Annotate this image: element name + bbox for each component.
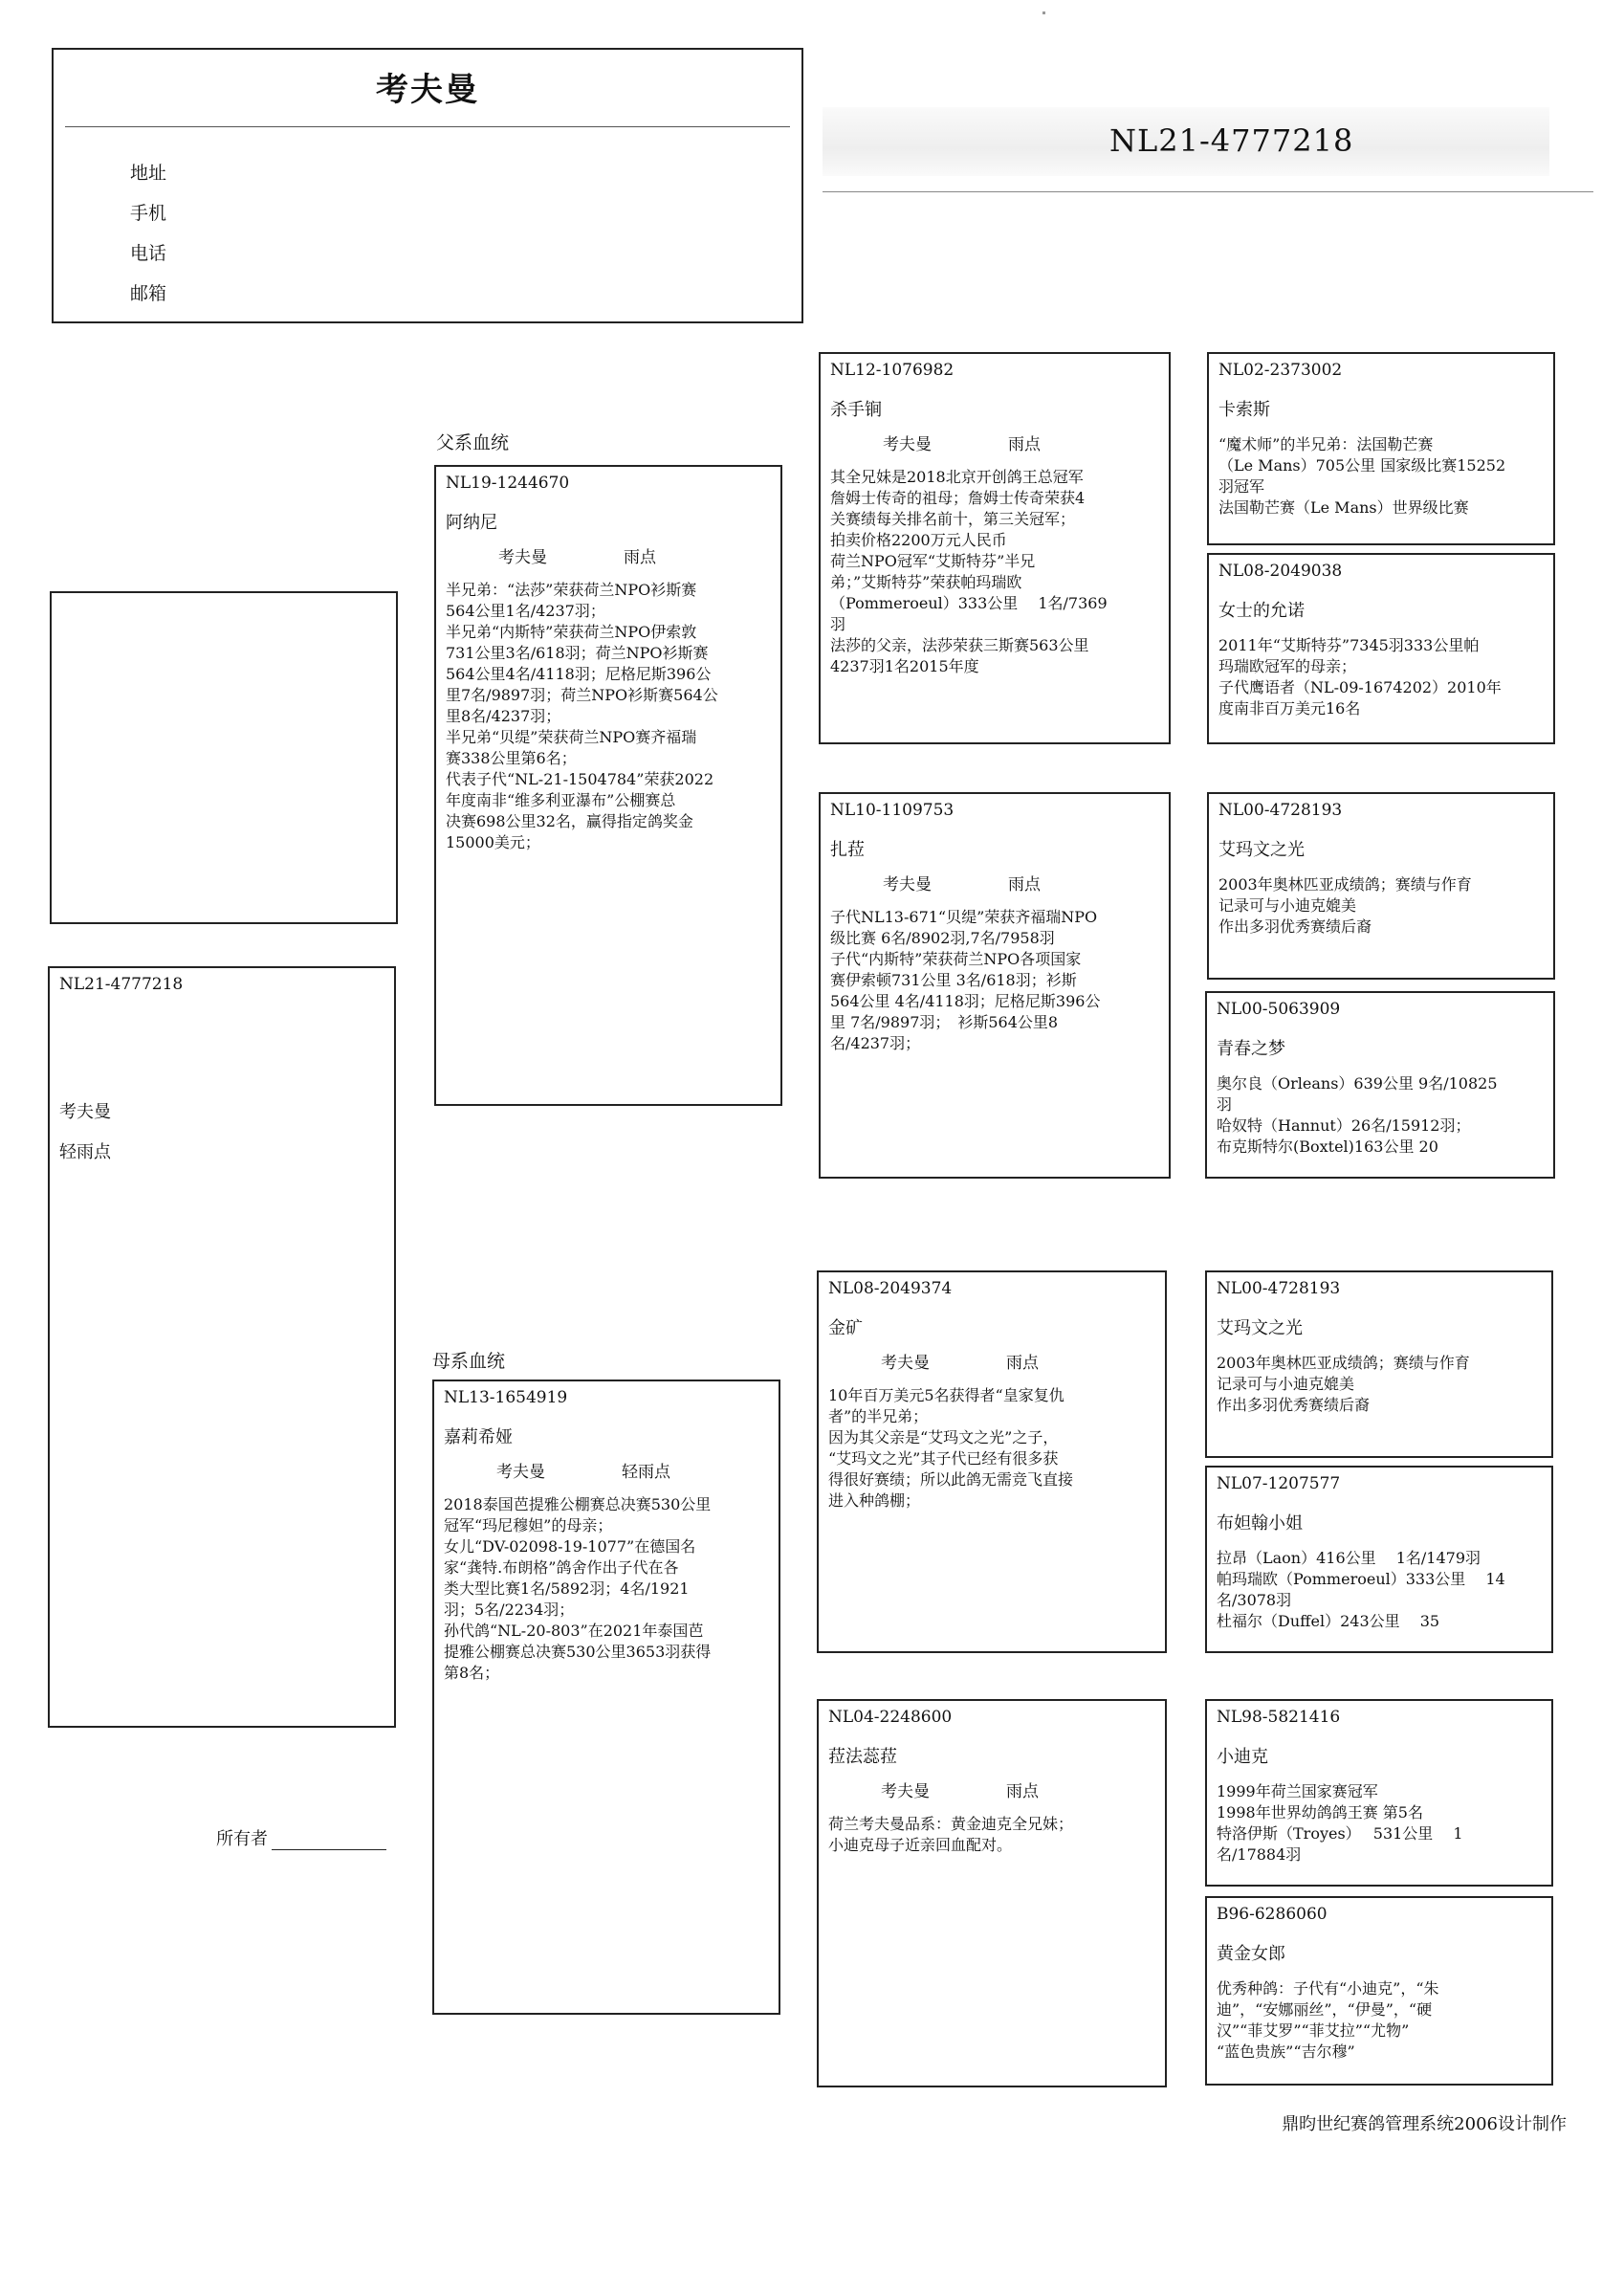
dam-breeder: 考夫曼 bbox=[496, 1463, 545, 1482]
owner-field bbox=[216, 1825, 386, 1850]
sire-notes: 半兄弟：“法莎”荣获荷兰NPO衫斯赛 564公里1名/4237羽； 半兄弟“内斯特”荣获荷兰NPO伊索敦 731公里3名/618羽；荷兰NPO衫斯赛 564公里4名/4118羽；尼格尼斯396公 里7名/9897羽；荷兰NPO衫斯赛564公 里8名/4237羽； 半兄弟“贝缇”荣获荷兰NPO赛齐福瑞 赛338公里第6名； 代表子代“NL-21-1504784”荣获2022 年度南非“维多利亚瀑布”公棚赛总 决赛698公里32名，赢得指定鸽奖金 15000美元； bbox=[446, 581, 718, 851]
subject-color: 轻雨点 bbox=[59, 1142, 111, 1162]
sds-notes: 2003年奥林匹亚成绩鸽；赛绩与作育 记录可与小迪克媲美 作出多羽优秀赛绩后裔 bbox=[1218, 875, 1472, 936]
dam-dam-breeder: 考夫曼 bbox=[881, 1782, 930, 1801]
dss-card bbox=[1205, 1270, 1553, 1458]
ddd-notes: 优秀种鸽：子代有“小迪克”，“朱 迪”，“安娜丽丝”，“伊曼”，“硬 汉”“菲艾罗”“菲艾拉”“尤物” “蓝色贵族”“吉尔穆” bbox=[1217, 1979, 1439, 2061]
dam-color: 轻雨点 bbox=[622, 1463, 670, 1482]
photo-box bbox=[50, 591, 398, 924]
loft-title: 考夫曼 bbox=[376, 71, 479, 109]
dam-sire-name: 金矿 bbox=[828, 1318, 863, 1338]
dss-notes: 2003年奥林匹亚成绩鸽；赛绩与作育 记录可与小迪克媲美 作出多羽优秀赛绩后裔 bbox=[1217, 1354, 1470, 1414]
sire-dam-ring: NL10-1109753 bbox=[830, 801, 955, 820]
dam-dam-notes: 荷兰考夫曼品系：黄金迪克全兄妹； 小迪克母子近亲回血配对。 bbox=[828, 1815, 1074, 1854]
sire-sire-card bbox=[819, 352, 1171, 744]
title-underline bbox=[823, 191, 1593, 192]
subject-ring: NL21-4777218 bbox=[59, 975, 184, 994]
sire-card bbox=[434, 465, 782, 1106]
sire-sire-color: 雨点 bbox=[1008, 435, 1041, 454]
subject-box bbox=[48, 966, 396, 1728]
sdd-notes: 奥尔良（Orleans）639公里 9名/10825 羽 哈奴特（Hannut）26名/15912羽； 布克斯特尔(Boxtel)163公里 20 bbox=[1217, 1074, 1498, 1156]
sdd-name: 青春之梦 bbox=[1217, 1039, 1285, 1059]
dsd-ring: NL07-1207577 bbox=[1217, 1474, 1341, 1493]
sire-dam-name: 扎菈 bbox=[830, 840, 865, 860]
sss-notes: “魔术师”的半兄弟：法国勒芒赛 （Le Mans）705公里 国家级比赛15252 羽冠军 法国勒芒赛（Le Mans）世界级比赛 bbox=[1218, 435, 1506, 517]
owner-signature-line bbox=[272, 1832, 386, 1850]
ddd-name: 黄金女郎 bbox=[1217, 1944, 1285, 1964]
ddd-card bbox=[1205, 1896, 1553, 2086]
owner-label: 所有者 bbox=[216, 1829, 268, 1849]
sdd-ring: NL00-5063909 bbox=[1217, 1000, 1341, 1019]
dsd-name: 布妲翰小姐 bbox=[1217, 1513, 1303, 1534]
ssd-notes: 2011年“艾斯特芬”7345羽333公里帕 玛瑞欧冠军的母亲； 子代鹰语者（NL-09-1674202）2010年 度南非百万美元16名 bbox=[1218, 636, 1502, 718]
mobile-label: 手机 bbox=[130, 203, 167, 224]
subject-breeder: 考夫曼 bbox=[59, 1102, 111, 1122]
dam-sire-ring: NL08-2049374 bbox=[828, 1279, 953, 1298]
phone-label: 电话 bbox=[130, 243, 167, 264]
sire-sire-ring: NL12-1076982 bbox=[830, 361, 955, 380]
sds-card bbox=[1207, 792, 1555, 980]
dds-ring: NL98-5821416 bbox=[1217, 1708, 1341, 1727]
dam-sire-color: 雨点 bbox=[1006, 1354, 1039, 1373]
sire-sire-notes: 其全兄妹是2018北京开创鸽王总冠军 詹姆士传奇的祖母；詹姆士传奇荣获4 关赛绩每关排名前十，第三关冠军； 拍卖价格2200万元人民币 荷兰NPO冠军“艾斯特芬”半兄 弟；”艾斯特芬”荣获帕玛瑞欧 （Pommeroeul）333公里 1名/7369 羽 法莎的父亲，法莎荣获三斯赛563公里 4237羽1名2015年度 bbox=[830, 468, 1108, 675]
sdd-card bbox=[1205, 991, 1555, 1179]
dss-name: 艾玛文之光 bbox=[1217, 1318, 1303, 1338]
sire-name: 阿纳尼 bbox=[446, 513, 497, 533]
dam-sire-card bbox=[817, 1270, 1167, 1653]
dam-sire-breeder: 考夫曼 bbox=[881, 1354, 930, 1373]
sire-sire-breeder: 考夫曼 bbox=[883, 435, 932, 454]
dsd-card bbox=[1205, 1466, 1553, 1653]
sss-name: 卡索斯 bbox=[1218, 400, 1270, 420]
dss-ring: NL00-4728193 bbox=[1217, 1279, 1341, 1298]
dsd-notes: 拉昂（Laon）416公里 1名/1479羽 帕玛瑞欧（Pommeroeul）333公里 14 名/3078羽 杜福尔（Duffel）243公里 35 bbox=[1217, 1549, 1505, 1630]
sire-color: 雨点 bbox=[624, 548, 656, 567]
sds-ring: NL00-4728193 bbox=[1218, 801, 1343, 820]
main-ring-number: NL21-4777218 bbox=[1109, 122, 1354, 159]
sire-dam-card bbox=[819, 792, 1171, 1179]
dam-dam-ring: NL04-2248600 bbox=[828, 1708, 953, 1727]
sire-dam-color: 雨点 bbox=[1008, 875, 1041, 894]
ssd-name: 女士的允诺 bbox=[1218, 601, 1305, 621]
sire-ring: NL19-1244670 bbox=[446, 474, 570, 493]
ssd-ring: NL08-2049038 bbox=[1218, 562, 1343, 581]
dam-line-label: 母系血统 bbox=[432, 1351, 506, 1372]
ssd-card bbox=[1207, 553, 1555, 744]
dam-sire-notes: 10年百万美元5名获得者“皇家复仇 者”的半兄弟； 因为其父亲是“艾玛文之光”之子， “艾玛文之光”其子代已经有很多获 得很好赛绩；所以此鸽无需竞飞直接 进入种鸽棚； bbox=[828, 1386, 1074, 1510]
dds-card bbox=[1205, 1699, 1553, 1887]
sire-dam-notes: 子代NL13-671“贝缇”荣获齐福瑞NPO 级比赛 6名/8902羽,7名/7958羽 子代“内斯特”荣获荷兰NPO各项国家 赛伊索顿731公里 3名/618羽；衫斯 564公里 4名/4118羽；尼格尼斯396公 里 7名/9897羽； 衫斯564公里8 名/4237羽； bbox=[830, 908, 1101, 1052]
dam-card bbox=[432, 1380, 780, 2015]
sire-sire-name: 杀手锏 bbox=[830, 400, 882, 420]
header-divider bbox=[65, 126, 790, 127]
owner-header-box bbox=[52, 48, 803, 323]
dam-notes: 2018泰国芭提雅公棚赛总决赛530公里 冠军“玛尼穆妲”的母亲； 女儿“DV-02098-19-1077”在德国名 家“龚特.布朗格”鸽舍作出子代在各 类大型比赛1名/5892羽；4名/1921 羽；5名/2234羽； 孙代鸽“NL-20-803”在2021年泰国芭 提雅公棚赛总决赛530公里3653羽获得 第8名； bbox=[444, 1495, 712, 1682]
scan-speck bbox=[1042, 11, 1045, 14]
dam-name: 嘉莉希娅 bbox=[444, 1427, 513, 1447]
footer-credit: 鼎昀世纪赛鸽管理系统2006设计制作 bbox=[1282, 2114, 1567, 2134]
sss-ring: NL02-2373002 bbox=[1218, 361, 1343, 380]
dam-ring: NL13-1654919 bbox=[444, 1388, 568, 1407]
dds-notes: 1999年荷兰国家赛冠军 1998年世界幼鸽鸽王赛 第5名 特洛伊斯（Troyes） 531公里 1 名/17884羽 bbox=[1217, 1782, 1463, 1864]
ddd-ring: B96-6286060 bbox=[1217, 1905, 1328, 1924]
sire-line-label: 父系血统 bbox=[436, 432, 510, 453]
sds-name: 艾玛文之光 bbox=[1218, 840, 1305, 860]
email-label: 邮箱 bbox=[130, 283, 167, 304]
dam-dam-card bbox=[817, 1699, 1167, 2087]
dam-dam-color: 雨点 bbox=[1006, 1782, 1039, 1801]
sire-breeder: 考夫曼 bbox=[498, 548, 547, 567]
address-label: 地址 bbox=[130, 163, 167, 184]
sss-card bbox=[1207, 352, 1555, 545]
dds-name: 小迪克 bbox=[1217, 1747, 1268, 1767]
sire-dam-breeder: 考夫曼 bbox=[883, 875, 932, 894]
dam-dam-name: 菈法蕊菈 bbox=[828, 1747, 897, 1767]
